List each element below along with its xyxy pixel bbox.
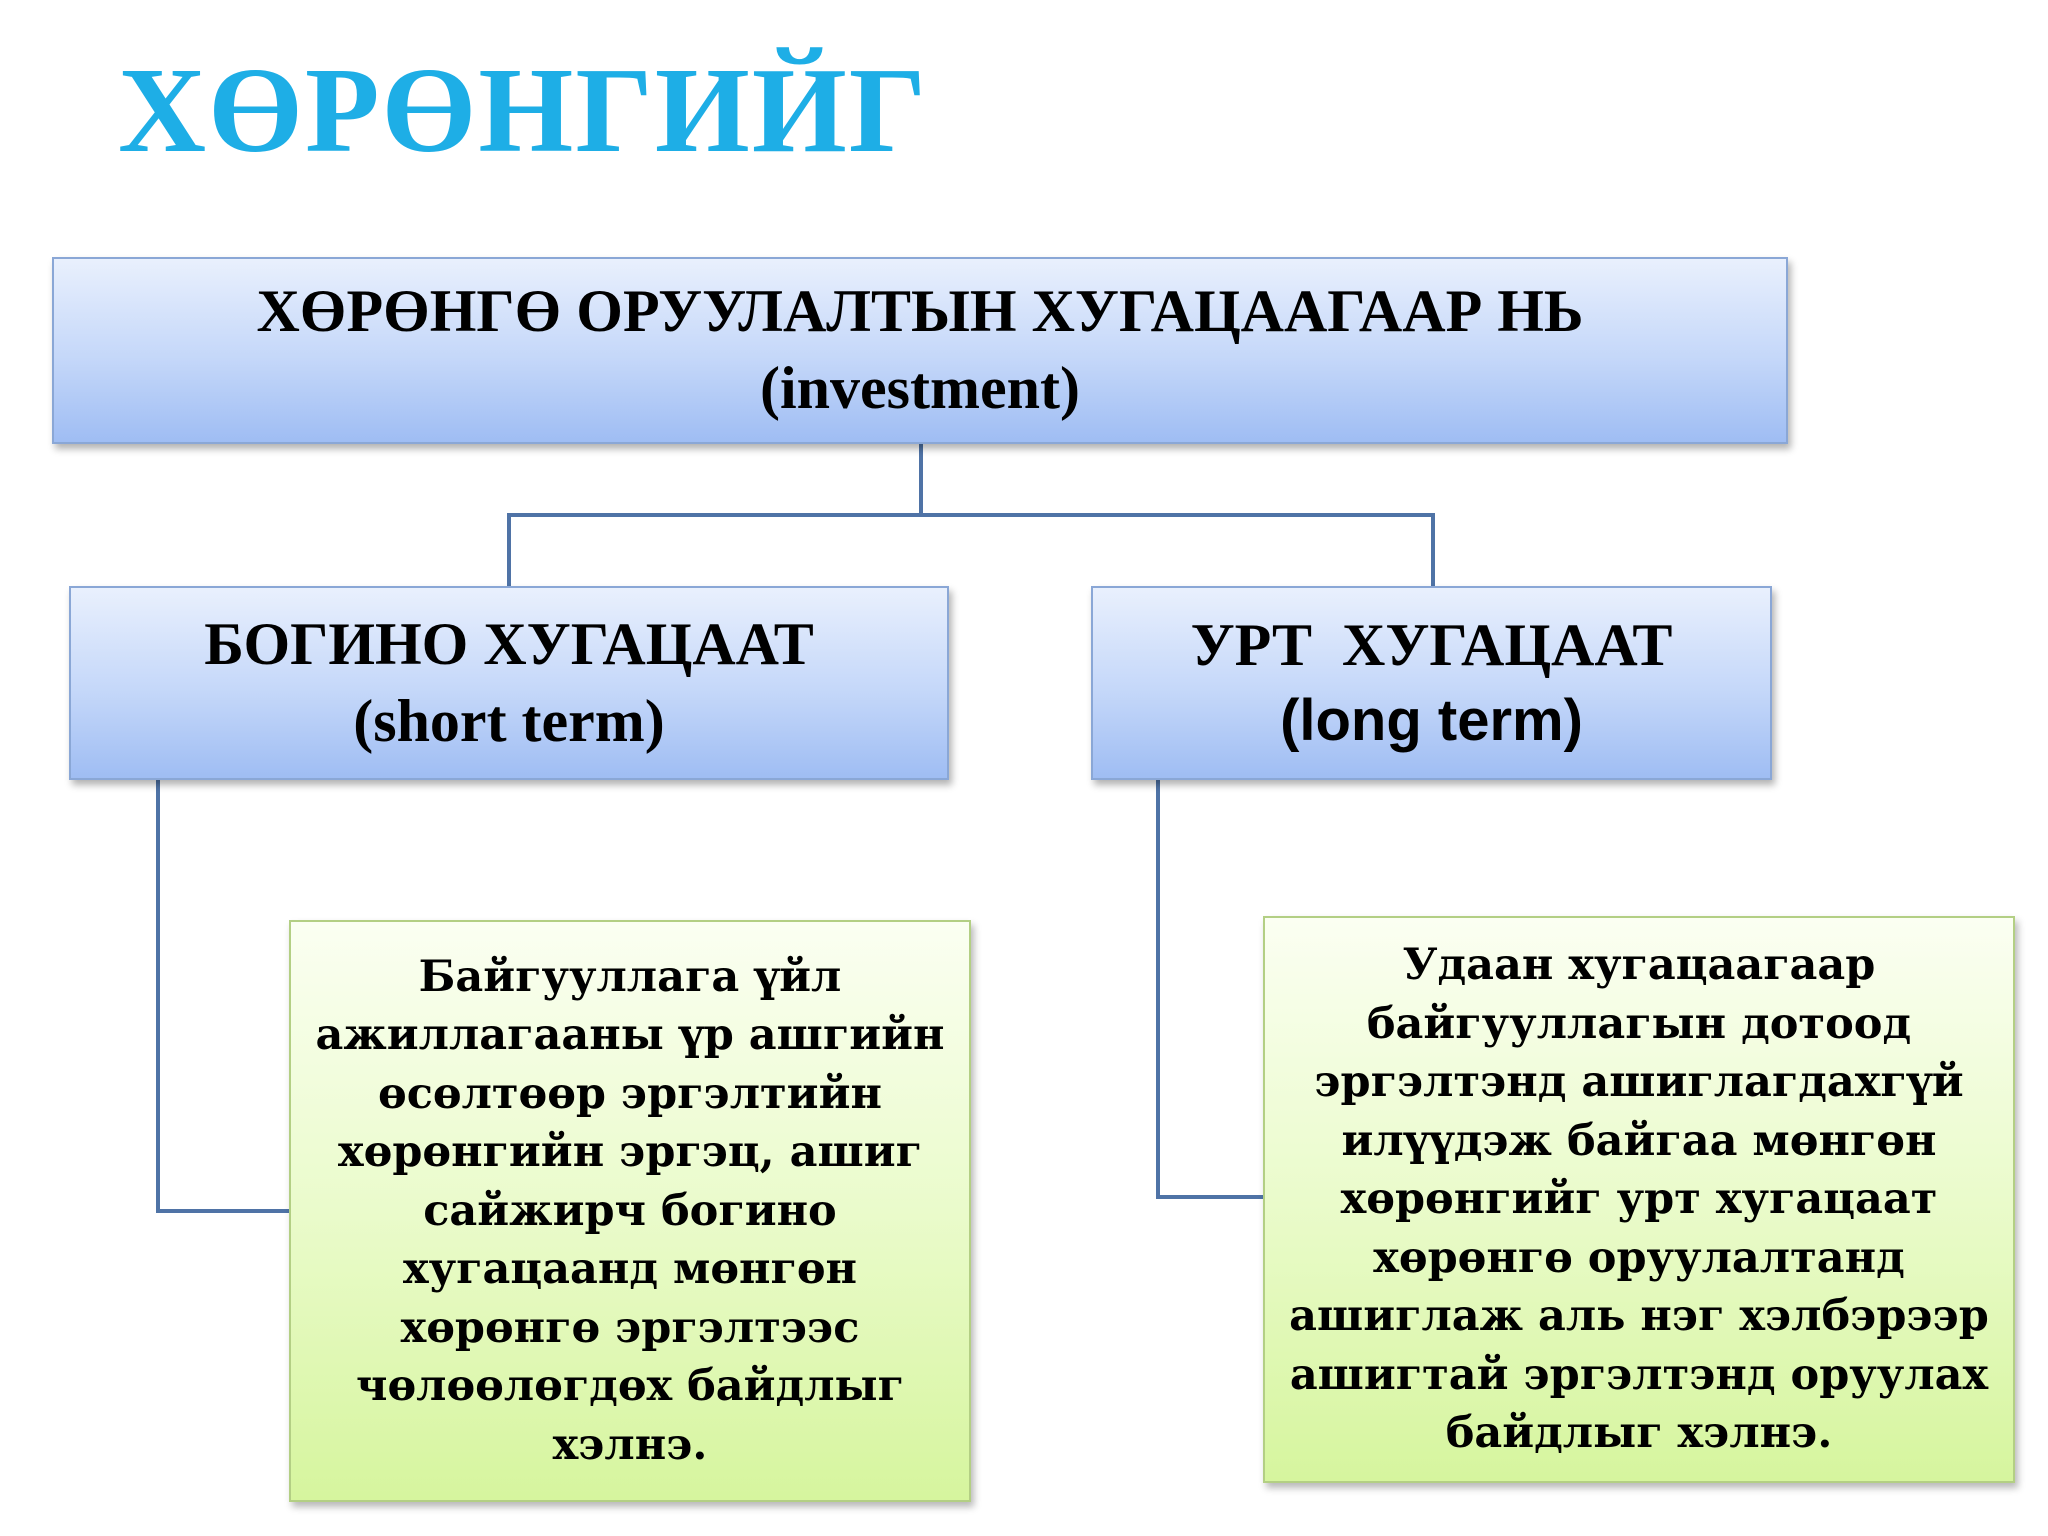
short-term-elbow-line [158,780,289,1211]
slide-title: ХӨРӨНГИЙГ [118,43,929,178]
long-term-description [1289,936,1989,1463]
long-term-sublabel: (long term) [1280,687,1583,753]
description-line: ашиглаж аль нэг хэлбэрээр [1289,1291,1989,1342]
short-term-box [69,586,949,780]
root-label: ХӨРӨНГӨ ОРУУЛАЛТЫН ХУГАЦААГААР НЬ [256,278,1584,344]
description-line: хөрөнгийг урт хугацаат [1340,1174,1938,1225]
long-term-description-box [1263,916,2015,1483]
description-line: хэлнэ. [552,1419,708,1470]
long-term-box [1091,586,1772,780]
long-term-elbow-line [1158,780,1263,1197]
description-line: сайжирч богино [423,1185,837,1236]
description-line: байгууллагын дотоод [1366,998,1912,1049]
description-line: ашигтай эргэлтэнд оруулах [1289,1349,1989,1400]
description-line: чөлөөлөгдөх байдлыг [355,1361,904,1412]
description-line: ажиллагааны үр ашгийн [315,1010,945,1061]
root-box [52,257,1788,444]
short-term-description-box [289,920,971,1502]
description-line: өсөлтөөр эргэлтийн [378,1068,882,1119]
description-line: хөрөнгийн эргэц, ашиг [338,1127,922,1178]
description-line: хөрөнгө оруулалтанд [1373,1232,1905,1283]
description-line: Байгууллага үйл [418,951,842,1002]
long-term-label: УРТ ХУГАЦААТ [1190,611,1673,678]
description-line: Удаан хугацаагаар [1402,940,1876,991]
description-line: байдлыг хэлнэ. [1445,1408,1833,1459]
short-term-label: БОГИНО ХУГАЦААТ [204,610,814,677]
root-sublabel: (investment) [760,355,1080,421]
description-line: эргэлтэнд ашиглагдахгүй [1314,1057,1964,1108]
description-line: хөрөнгө эргэлтээс [400,1302,860,1353]
description-line: хугацаанд мөнгөн [403,1244,857,1295]
short-term-sublabel: (short term) [353,687,665,754]
description-line: илүүдэж байгаа мөнгөн [1341,1115,1937,1166]
short-term-description [315,948,944,1475]
